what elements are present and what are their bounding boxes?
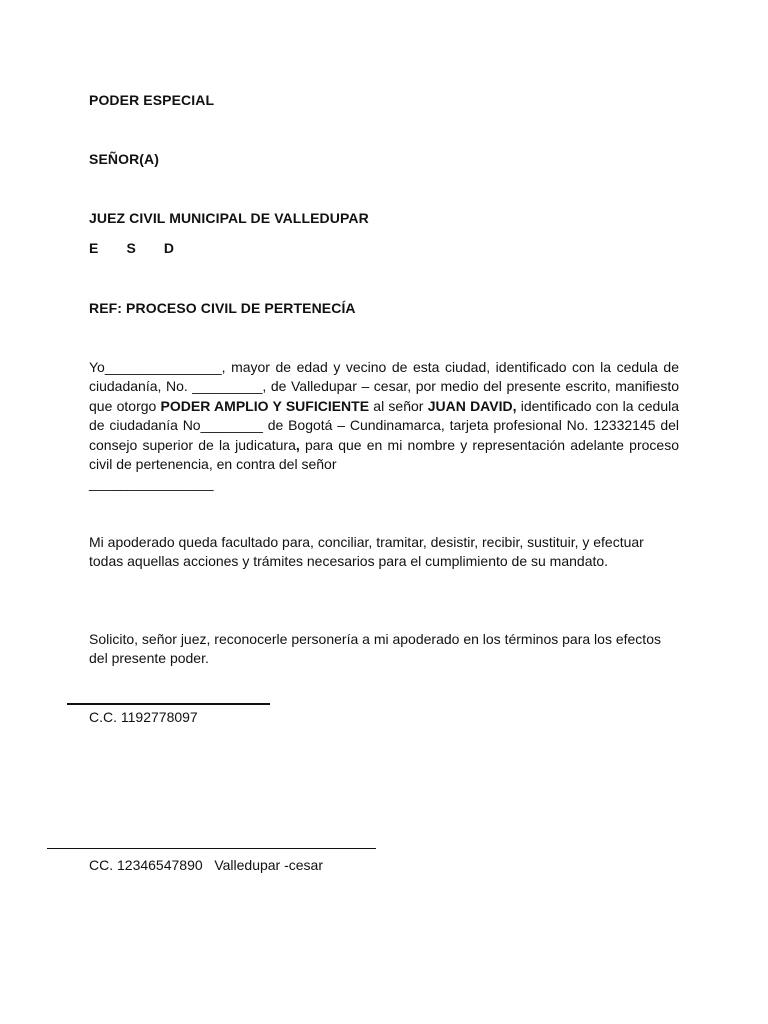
signature-grantor-id: C.C. 1192778097 <box>89 709 198 725</box>
document-title: PODER ESPECIAL <box>89 92 215 108</box>
paragraph1-part3: identificado con la cedula de ciudadanía No________ de Bogotá – Cundinamarca, tarjeta profesional No. 12332145 del consejo superior de la judicatura <box>89 397 680 453</box>
reference-line: REF: PROCESO CIVIL DE PERTENECÍA <box>89 300 356 316</box>
paragraph-request: Solicito, señor juez, reconocerle personería a mi apoderado en los términos para los efectos del presente poder. <box>89 631 661 667</box>
signature-line-attorney <box>47 848 376 849</box>
esd-letter-s: S <box>126 240 136 256</box>
power-type: PODER AMPLIO Y SUFICIENTE <box>160 397 370 414</box>
signature-line-grantor <box>67 703 270 705</box>
esd-line <box>89 240 202 256</box>
salutation: SEÑOR(A) <box>89 151 160 167</box>
paragraph-faculties: Mi apoderado queda facultado para, conciliar, tramitar, desistir, recibir, sustituir, y efectuar todas aquellas acciones y trámites necesarios para el cumplimiento de su mandato. <box>89 534 644 570</box>
paragraph1-comma: , <box>295 436 300 453</box>
paragraph1-part2: al señor <box>369 397 428 414</box>
attorney-name: JUAN DAVID, <box>427 397 517 414</box>
paragraph-power-grant <box>89 358 679 494</box>
defendant-blank: ________________ <box>89 475 214 492</box>
signature-attorney-id: CC. 12346547890 Valledupar -cesar <box>89 857 324 873</box>
addressee: JUEZ CIVIL MUNICIPAL DE VALLEDUPAR <box>89 210 369 226</box>
paragraph1-part4: para que en mi nombre y representación adelante proceso civil de pertenencia, en contra del señor <box>89 436 679 473</box>
esd-letter-e: E <box>89 240 99 256</box>
paragraph1-part1: Yo_______________, mayor de edad y vecino de esta ciudad, identificado con la cedula de ciudadanía, No. _________, de Valledupar – cesar, por medio del presente escrito, manifiesto que otorgo <box>89 359 679 414</box>
esd-letter-d: D <box>163 240 175 256</box>
